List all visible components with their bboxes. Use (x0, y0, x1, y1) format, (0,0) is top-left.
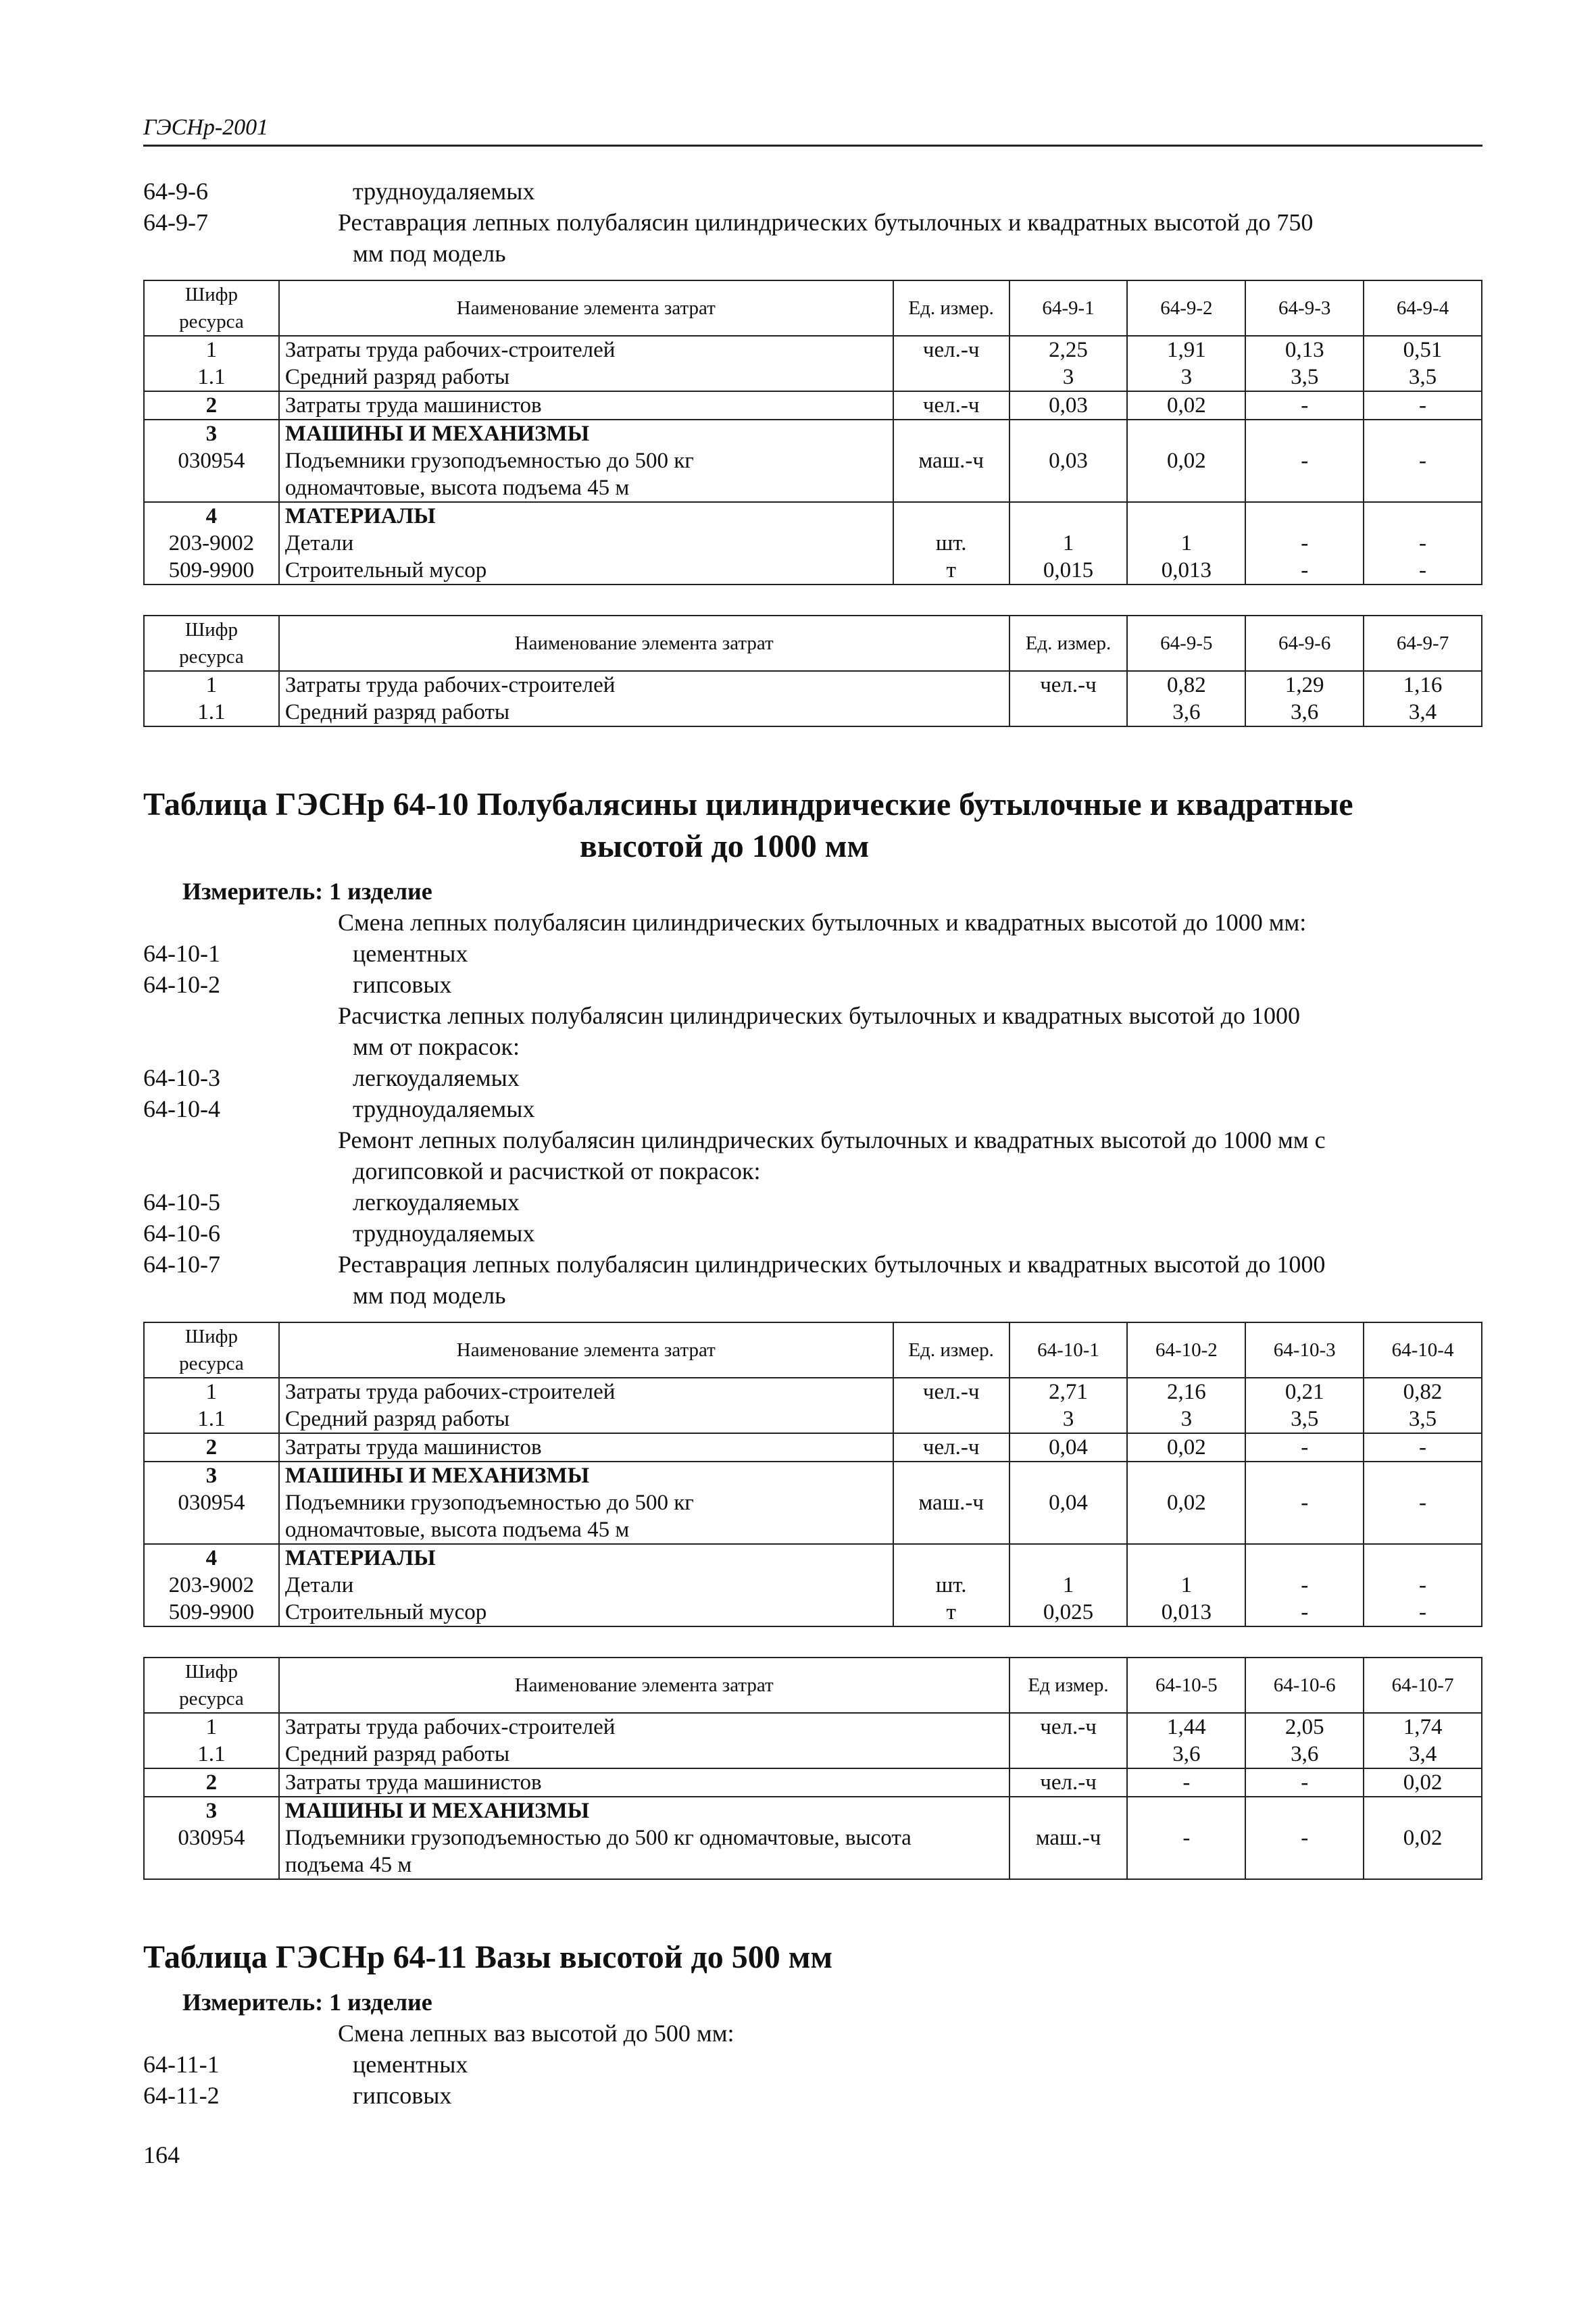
running-header: ГЭСНр-2001 (143, 115, 269, 140)
item-text: трудноудаляемых (353, 1220, 535, 1247)
table-row: 4 203-9002 509-9900 МАТЕРИАЛЫ Детали Строительный мусор шт. т 1 0,015 1 0,013 - - - - (144, 502, 1482, 584)
item-code: 64-10-1 (143, 940, 220, 967)
col-header-name: Наименование элемента затрат (279, 280, 893, 336)
item-code: 64-10-7 (143, 1251, 220, 1278)
item-text: цементных (353, 2051, 468, 2078)
item-text: гипсовых (353, 2082, 452, 2109)
table-header-row (144, 1658, 1482, 1713)
col-header-norm: 64-9-5 (1127, 616, 1245, 671)
col-header-norm: 64-9-7 (1364, 616, 1482, 671)
col-header-norm: 64-9-1 (1009, 280, 1128, 336)
col-header-norm: 64-10-3 (1245, 1322, 1364, 1378)
item-text: Реставрация лепных полубалясин цилиндрических бутылочных и квадратных высотой до 750 (338, 209, 1314, 236)
item-text-cont: мм под модель (353, 240, 506, 267)
col-header-code: Шифр ресурса (144, 616, 279, 671)
table-row: 2 Затраты труда машинистов чел.-ч - - 0,02 (144, 1768, 1482, 1797)
item-text-cont: мм под модель (353, 1282, 506, 1309)
table-header-row (144, 1322, 1482, 1378)
section-text: догипсовкой и расчисткой от покрасок: (353, 1158, 761, 1185)
table-row: 1 1.1 Затраты труда рабочих-строителей Средний разряд работы чел.-ч 2,25 3 1,91 3 0,13 3,5 0,51 3,5 (144, 336, 1482, 391)
col-header-name: Наименование элемента затрат (279, 616, 1009, 671)
table-row: 2 Затраты труда машинистов чел.-ч 0,04 0,02 - - (144, 1433, 1482, 1462)
item-code: 64-9-7 (143, 209, 208, 236)
resource-table-64-10-b (143, 1657, 1482, 1880)
table-header-row (144, 280, 1482, 336)
meter-label: Измеритель: 1 изделие (182, 1989, 432, 2016)
table-header-row (144, 616, 1482, 671)
table-row: 1 1.1 Затраты труда рабочих-строителей Средний разряд работы чел.-ч 2,71 3 2,16 3 0,21 3,5 0,82 3,5 (144, 1378, 1482, 1433)
page-number: 164 (143, 2141, 180, 2168)
item-code: 64-10-6 (143, 1220, 220, 1247)
item-code: 64-9-6 (143, 178, 208, 205)
item-text: трудноудаляемых (353, 178, 535, 205)
col-header-norm: 64-9-3 (1245, 280, 1364, 336)
col-header-norm: 64-10-5 (1127, 1658, 1245, 1713)
section-text: Смена лепных ваз высотой до 500 мм: (338, 2020, 734, 2047)
section-text: мм от покрасок: (353, 1033, 520, 1060)
col-header-norm: 64-9-4 (1364, 280, 1482, 336)
col-header-name: Наименование элемента затрат (279, 1658, 1009, 1713)
item-code: 64-10-2 (143, 971, 220, 998)
resource-table-64-9-a (143, 280, 1482, 585)
table-title-64-11: Таблица ГЭСНр 64-11 Вазы высотой до 500 мм (143, 1939, 833, 1975)
col-header-norm: 64-10-1 (1009, 1322, 1128, 1378)
table-title-64-10-cont: высотой до 1000 мм (579, 828, 870, 864)
col-header-norm: 64-9-2 (1127, 280, 1245, 336)
item-code: 64-11-1 (143, 2051, 220, 2078)
col-header-code: Шифр ресурса (144, 1658, 279, 1713)
col-header-norm: 64-10-4 (1364, 1322, 1482, 1378)
item-text: легкоудаляемых (353, 1189, 520, 1216)
col-header-norm: 64-9-6 (1245, 616, 1364, 671)
resource-table-64-9-b (143, 615, 1482, 727)
col-header-code: Шифр ресурса (144, 280, 279, 336)
section-text: Расчистка лепных полубалясин цилиндрических бутылочных и квадратных высотой до 1000 (338, 1002, 1300, 1029)
item-text: гипсовых (353, 971, 452, 998)
col-header-unit: Ед. измер. (893, 1322, 1009, 1378)
col-header-name: Наименование элемента затрат (279, 1322, 893, 1378)
table-row: 1 1.1 Затраты труда рабочих-строителей Средний разряд работы чел.-ч 0,82 3,6 1,29 3,6 1,16 3,4 (144, 671, 1482, 726)
item-text: трудноудаляемых (353, 1095, 535, 1122)
table-row: 3 030954 МАШИНЫ И МЕХАНИЗМЫ Подъемники грузоподъемностью до 500 кг одномачтовые, высота подъема 45 м маш.-ч 0,04 0,02 - - (144, 1462, 1482, 1544)
meter-label: Измеритель: 1 изделие (182, 878, 432, 905)
col-header-unit: Ед. измер. (893, 280, 1009, 336)
item-code: 64-10-4 (143, 1095, 220, 1122)
resource-table-64-10-a (143, 1322, 1482, 1627)
col-header-unit: Ед измер. (1009, 1658, 1128, 1713)
item-text: Реставрация лепных полубалясин цилиндрических бутылочных и квадратных высотой до 1000 (338, 1251, 1326, 1278)
col-header-norm: 64-10-7 (1364, 1658, 1482, 1713)
col-header-norm: 64-10-6 (1245, 1658, 1364, 1713)
table-row: 2 Затраты труда машинистов чел.-ч 0,03 0,02 - - (144, 391, 1482, 420)
table-row: 3 030954 МАШИНЫ И МЕХАНИЗМЫ Подъемники грузоподъемностью до 500 кг одномачтовые, высота подъема 45 м маш.-ч 0,03 0,02 - - (144, 420, 1482, 502)
table-row: 3 030954 МАШИНЫ И МЕХАНИЗМЫ Подъемники грузоподъемностью до 500 кг одномачтовые, высота подъема 45 м маш.-ч - - 0,02 (144, 1797, 1482, 1879)
item-code: 64-10-5 (143, 1189, 220, 1216)
col-header-norm: 64-10-2 (1127, 1322, 1245, 1378)
table-row: 1 1.1 Затраты труда рабочих-строителей Средний разряд работы чел.-ч 1,44 3,6 2,05 3,6 1,74 3,4 (144, 1713, 1482, 1768)
section-text: Ремонт лепных полубалясин цилиндрических бутылочных и квадратных высотой до 1000 мм с (338, 1126, 1326, 1153)
col-header-code: Шифр ресурса (144, 1322, 279, 1378)
header-rule (143, 145, 1482, 147)
table-row: 4 203-9002 509-9900 МАТЕРИАЛЫ Детали Строительный мусор шт. т 1 0,025 1 0,013 - - - - (144, 1544, 1482, 1626)
item-code: 64-11-2 (143, 2082, 220, 2109)
col-header-unit: Ед. измер. (1009, 616, 1128, 671)
section-text: Смена лепных полубалясин цилиндрических бутылочных и квадратных высотой до 1000 мм: (338, 909, 1307, 936)
table-title-64-10: Таблица ГЭСНр 64-10 Полубалясины цилиндрические бутылочные и квадратные (143, 787, 1353, 822)
item-code: 64-10-3 (143, 1064, 220, 1091)
item-text: легкоудаляемых (353, 1064, 520, 1091)
item-text: цементных (353, 940, 468, 967)
